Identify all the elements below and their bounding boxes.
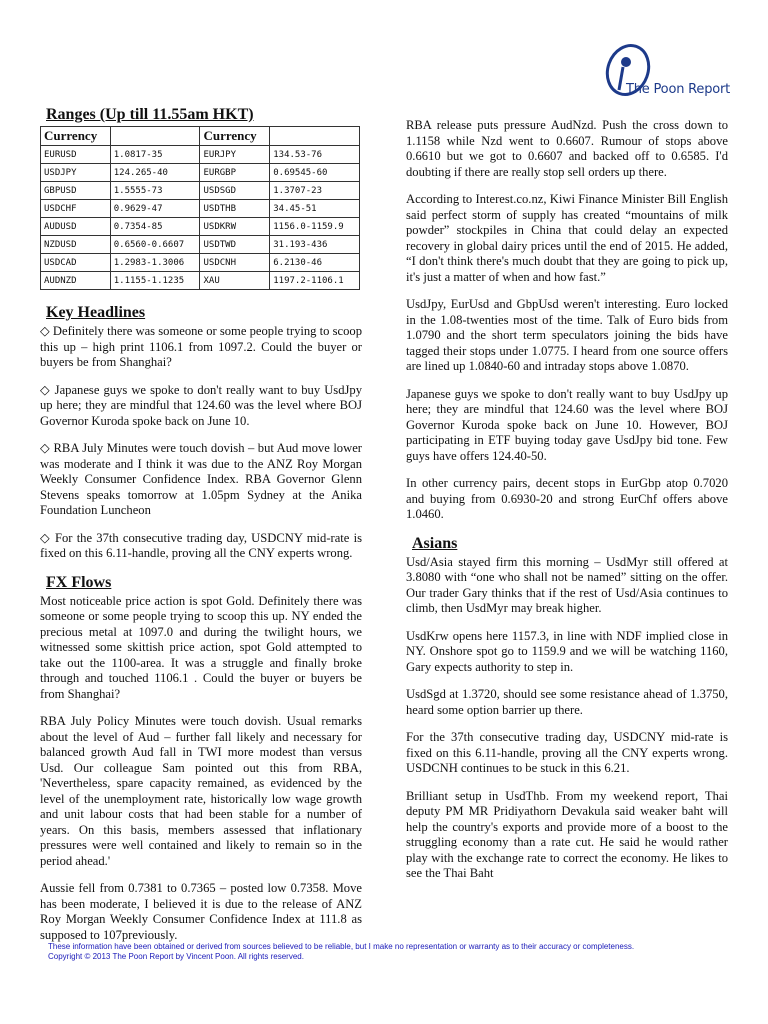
asians-paragraph: For the 37th consecutive trading day, USDCNY mid-rate is fixed on this 6.11-handle, proving all the CNY experts wrong. USDCNH continues to be stuck in this 6.21. [406,730,728,775]
currency-pair-cell: EURUSD [41,146,111,164]
body-paragraph: RBA release puts pressure AudNzd. Push the cross down to 1.1158 while Nzd went to 0.6607. Rumour of stops above 0.6610 but we got to 0.6607 and backed off to 0.6585. I'd doubting if there are really stop sell orders up there. [406,118,728,179]
ranges-row [41,218,360,236]
headline-item: ◇ Japanese guys we spoke to don't really want to buy UsdJpy up here; they are mindful that 124.60 was the level where BOJ Governor Kuroda spoke back on June 10. [40,382,362,428]
ranges-row [41,254,360,272]
range-value-cell: 0.7354-85 [110,218,200,236]
range-header [110,127,200,146]
currency-pair-cell: EURGBP [200,164,270,182]
fx-flows-heading: FX Flows [46,573,112,591]
ranges-row [41,236,360,254]
currency-pair-cell: USDCAD [41,254,111,272]
fx-flows-paragraph: Most noticeable price action is spot Gold. Definitely there was someone or some people trying to scoop this up. NY ended the precious metal at 1097.0 and during the twilight hours, we witnessed some skittish price action, spot Gold attempted to take out the 1100-area. It was a struggle and finally broke through and touched 1106.1 . Could the buyer or buyers be from Shanghai? [40,593,362,701]
currency-pair-cell: AUDUSD [41,218,111,236]
logo-text: The Poon Report [626,82,731,97]
left-column [40,106,362,955]
currency-pair-cell: USDKRW [200,218,270,236]
currency-pair-cell: AUDNZD [41,272,111,290]
currency-pair-cell: USDCHF [41,200,111,218]
fx-flows-paragraph: Aussie fell from 0.7381 to 0.7365 – posted low 0.7358. Move has been moderate, I believed it is due to the release of ANZ Roy Morgan Weekly Consumer Confidence Index at 111.8 as supposed to 107previously. [40,881,362,942]
copyright-text: Copyright © 2013 The Poon Report by Vincent Poon. All rights reserved. [48,952,304,961]
asians-paragraph: UsdSgd at 1.3720, should see some resistance ahead of 1.3750, heard some option barrier up there. [406,687,728,717]
range-value-cell: 31.193-436 [270,236,360,254]
range-header [270,127,360,146]
range-value-cell: 1.3707-23 [270,182,360,200]
range-value-cell: 1.5555-73 [110,182,200,200]
ranges-heading: Ranges (Up till 11.55am HKT) [46,106,254,123]
currency-pair-cell: USDTHB [200,200,270,218]
range-value-cell: 0.9629-47 [110,200,200,218]
body-paragraph: Japanese guys we spoke to don't really want to buy UsdJpy up here; they are mindful that 124.60 was the level where BOJ Governor Kuroda spoke back on June 10. However, BOJ participating in ETF buying today gave UsdJpy bid tone. Few guys have offers 124.40-50. [406,386,728,463]
ranges-table [40,126,360,290]
ranges-header-row [41,127,360,146]
body-paragraph: According to Interest.co.nz, Kiwi Finance Minister Bill English said perfect storm of supply has created “mountains of milk powder” stockpiles in China that could delay an expected recovery in global dairy prices until the end of 2015. He added, “I don't think there's much doubt that they are going to pick up, it's just a matter of when and how fast.” [406,192,728,284]
poon-report-logo [582,40,762,110]
asians-paragraph: Brilliant setup in UsdThb. From my weekend report, Thai deputy PM MR Pridiyathorn Devakula said weaker baht will help the country's exports and provide more of a boost to the struggling economy than a rate cut. He said he would rather play with the exchange rate to correct the economy. He likes to see the Thai Baht [406,788,728,880]
right-column [406,118,728,894]
currency-pair-cell: GBPUSD [41,182,111,200]
range-value-cell: 0.69545-60 [270,164,360,182]
ranges-row [41,146,360,164]
fx-flows-paragraph: RBA July Policy Minutes were touch dovish. Usual remarks about the level of Aud – further fall likely and necessary for balanced growth Aud fall in TWI more modest than versus Usd. Our colleague Sam pointed out this from RBA, 'Nevertheless, spare capacity remained, as evidenced by the level of the unemployment rate, historically low wage growth and unit labour costs that had been stable for a number of years. On this basis, members assessed that inflationary pressures were well contained and likely to remain so in the period ahead.' [40,714,362,868]
asians-paragraph: UsdKrw opens here 1157.3, in line with NDF implied close in NY. Onshore spot go to 1159.9 and we will be watching 1160, Gary expects authority to step in. [406,628,728,674]
range-value-cell: 1.0817-35 [110,146,200,164]
currency-pair-cell: NZDUSD [41,236,111,254]
currency-pair-cell: XAU [200,272,270,290]
currency-pair-cell: USDTWD [200,236,270,254]
range-value-cell: 134.53-76 [270,146,360,164]
key-headlines-heading: Key Headlines [46,304,146,321]
ranges-row [41,272,360,290]
range-value-cell: 0.6560-0.6607 [110,236,200,254]
range-value-cell: 1.2983-1.3006 [110,254,200,272]
asians-paragraph: Usd/Asia stayed firm this morning – UsdMyr still offered at 3.8080 with “one who shall not be named” sitting on the offer. Our trader Gary thinks that if the rest of Usd/Asia continues to climb, then UsdMyr may break higher. [406,554,728,615]
range-value-cell: 1.1155-1.1235 [110,272,200,290]
range-value-cell: 124.265-40 [110,164,200,182]
disclaimer-text: These information have been obtained or derived from sources believed to be reliable, but I make no representation or warranty as to their accuracy or completeness. [48,942,635,951]
ranges-row [41,164,360,182]
range-value-cell: 34.45-51 [270,200,360,218]
currency-pair-cell: USDSGD [200,182,270,200]
currency-pair-cell: USDCNH [200,254,270,272]
range-value-cell: 1197.2-1106.1 [270,272,360,290]
currency-header: Currency [41,127,111,146]
currency-header: Currency [200,127,270,146]
range-value-cell: 6.2130-46 [270,254,360,272]
currency-pair-cell: EURJPY [200,146,270,164]
headline-item: ◇ Definitely there was someone or some people trying to scoop this up – high print 1106.1 from 1097.2. Could the buyer or buyers be from Shanghai? [40,324,362,369]
body-paragraph: UsdJpy, EurUsd and GbpUsd weren't interesting. Euro locked in the 1.08-twenties most of the time. Talk of Euro bids from 1.0790 and the short term speculators joining the bids have tagged their stops under 1.0775. I heard from one source offers are lined up 1.0840-60 and intraday stops above 1.0870. [406,297,728,373]
headline-item: ◇ For the 37th consecutive trading day, USDCNY mid-rate is fixed on this 6.11-handle, proving all the CNY experts wrong. [40,530,362,560]
ranges-row [41,182,360,200]
footer [48,942,634,962]
asians-heading: Asians [412,534,458,552]
ranges-row [41,200,360,218]
currency-pair-cell: USDJPY [41,164,111,182]
range-value-cell: 1156.0-1159.9 [270,218,360,236]
headline-item: ◇ RBA July Minutes were touch dovish – but Aud move lower was moderate and I think it was due to the ANZ Roy Morgan Weekly Consumer Confidence Index. RBA Governor Glenn Stevens speaks tomorrow at 1.05pm Sydney at the Anika Foundation Luncheon [40,441,362,517]
body-paragraph: In other currency pairs, decent stops in EurGbp atop 0.7020 and buying from 0.6930-20 and strong EurChf offers above 1.0460. [406,476,728,521]
